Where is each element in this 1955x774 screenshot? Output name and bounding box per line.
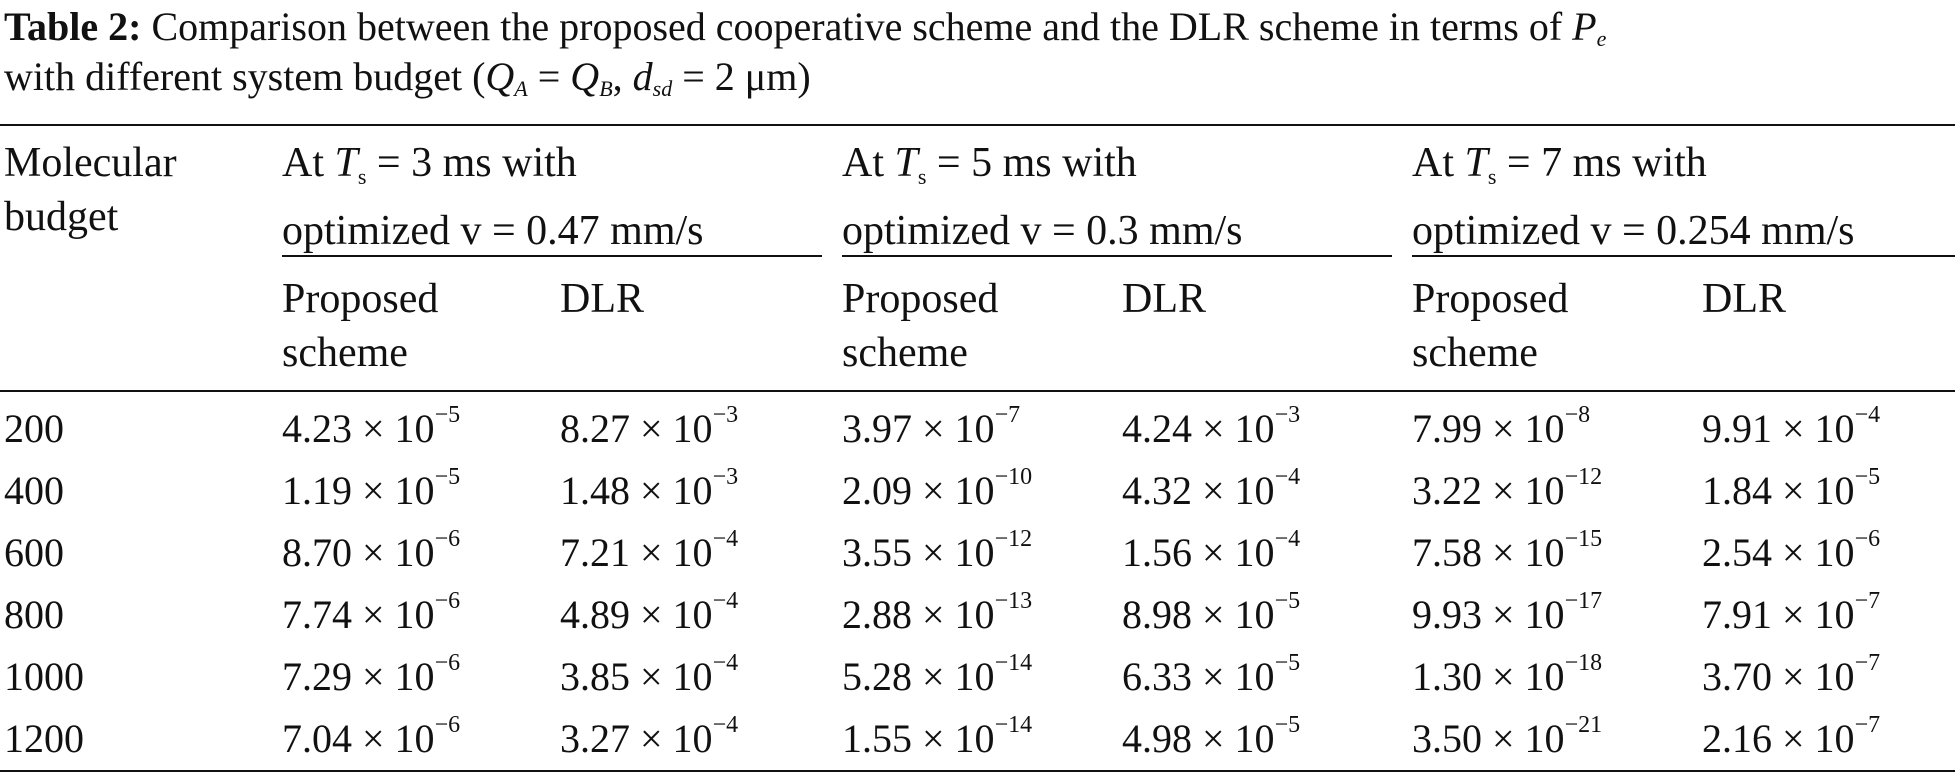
table-cell: $7.99 \times 10^{-8}$ [1412, 402, 1591, 451]
row-budget: 1200 [4, 716, 84, 761]
table-cell: $7.91 \times 10^{-7}$ [1702, 588, 1881, 637]
table-cell: $4.23 \times 10^{-5}$ [282, 402, 461, 451]
table-cell: $4.24 \times 10^{-3}$ [1122, 402, 1301, 451]
table-cell: $7.74 \times 10^{-6}$ [282, 588, 461, 637]
table-cell: $3.22 \times 10^{-12}$ [1412, 464, 1603, 513]
caption-var-pe: $P_e$ [1572, 4, 1607, 51]
group-header-ts3: At $T_s = 3$ ms with optimized v = 0.47 mm/s [282, 140, 704, 254]
table-cell: $1.48 \times 10^{-3}$ [560, 464, 739, 513]
table-cell: $2.09 \times 10^{-10}$ [842, 464, 1033, 513]
table-cell: $6.33 \times 10^{-5}$ [1122, 650, 1301, 699]
table-caption-line2: with different system budget ($Q_A = Q_B$, $d_{sd} = 2$ μm) [4, 54, 811, 101]
table-cell: $2.54 \times 10^{-6}$ [1702, 526, 1881, 575]
table-cell: $4.32 \times 10^{-4}$ [1122, 464, 1301, 513]
table-cell: $3.55 \times 10^{-12}$ [842, 526, 1033, 575]
table-cell: $2.16 \times 10^{-7}$ [1702, 712, 1881, 761]
table-cell: $4.89 \times 10^{-4}$ [560, 588, 739, 637]
table-cell: $1.30 \times 10^{-18}$ [1412, 650, 1603, 699]
table-cell: $8.98 \times 10^{-5}$ [1122, 588, 1301, 637]
table-cell: $9.93 \times 10^{-17}$ [1412, 588, 1603, 637]
table-cell: $8.27 \times 10^{-3}$ [560, 402, 739, 451]
subheader-dlr-2: DLR [1122, 276, 1206, 322]
subheader-proposed-2: Proposed scheme [842, 276, 999, 376]
table-cell: $2.88 \times 10^{-13}$ [842, 588, 1033, 637]
table-cell: $9.91 \times 10^{-4}$ [1702, 402, 1881, 451]
row-budget: 1000 [4, 654, 84, 699]
table-cell: $1.84 \times 10^{-5}$ [1702, 464, 1881, 513]
table-cell: $7.21 \times 10^{-4}$ [560, 526, 739, 575]
caption-text: Comparison between the proposed cooperative scheme and the DLR scheme in terms of [151, 4, 1563, 49]
subheader-proposed-3: Proposed scheme [1412, 276, 1569, 376]
table-cell: $3.97 \times 10^{-7}$ [842, 402, 1021, 451]
row-budget: 400 [4, 468, 64, 513]
subheader-proposed-1: Proposed scheme [282, 276, 439, 376]
header-bottom-rule [0, 390, 1955, 392]
row-budget: 600 [4, 530, 64, 575]
table-cell: $7.29 \times 10^{-6}$ [282, 650, 461, 699]
table-cell: $7.04 \times 10^{-6}$ [282, 712, 461, 761]
row-header-label: Molecular budget [4, 140, 177, 240]
subheader-dlr-3: DLR [1702, 276, 1786, 322]
table-cell: $3.70 \times 10^{-7}$ [1702, 650, 1881, 699]
subheader-dlr-1: DLR [560, 276, 644, 322]
row-budget: 800 [4, 592, 64, 637]
table-cell: $1.55 \times 10^{-14}$ [842, 712, 1033, 761]
row-budget: 200 [4, 406, 64, 451]
bottom-rule [0, 770, 1955, 772]
table-cell: $8.70 \times 10^{-6}$ [282, 526, 461, 575]
top-rule [0, 124, 1955, 126]
table-cell: $3.50 \times 10^{-21}$ [1412, 712, 1603, 761]
table-cell: $4.98 \times 10^{-5}$ [1122, 712, 1301, 761]
caption-label: Table 2: [4, 4, 142, 49]
table-cell: $5.28 \times 10^{-14}$ [842, 650, 1033, 699]
group-header-ts5: At $T_s = 5$ ms with optimized v = 0.3 mm/s [842, 140, 1243, 254]
table-cell: $7.58 \times 10^{-15}$ [1412, 526, 1603, 575]
table-cell: $3.85 \times 10^{-4}$ [560, 650, 739, 699]
table-cell: $3.27 \times 10^{-4}$ [560, 712, 739, 761]
table-cell: $1.56 \times 10^{-4}$ [1122, 526, 1301, 575]
table-cell: $1.19 \times 10^{-5}$ [282, 464, 461, 513]
group-header-ts7: At $T_s = 7$ ms with optimized v = 0.254 mm/s [1412, 140, 1855, 254]
